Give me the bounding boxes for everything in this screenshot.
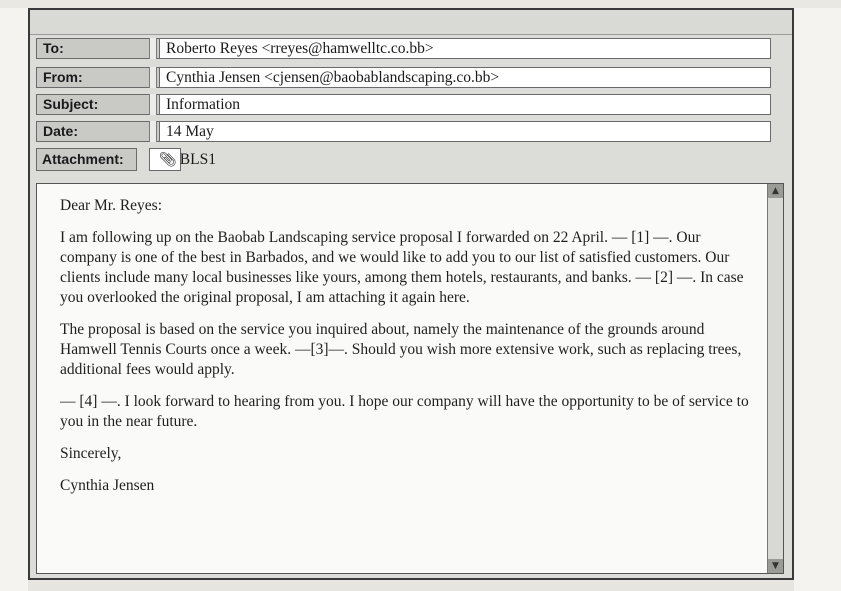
paragraph-1: I am following up on the Baobab Landscaping service proposal I forwarded on 22 April. — [1] —. Our company is one of the best in Barbados, and we would like to add you to our list of satisfied customers. Our clients include many local businesses like yours, among them hotels, restaurants, and banks. — [2] —. In case you overlooked the original proposal, I am attaching it again here. <box>60 229 744 306</box>
to-row <box>36 38 776 59</box>
window-title-bar <box>30 10 792 35</box>
from-row <box>36 67 776 88</box>
from-label: From: <box>36 67 166 88</box>
date-label: Date: <box>36 121 166 142</box>
attachment-row <box>36 148 236 171</box>
date-separator <box>149 121 157 142</box>
scroll-down-icon[interactable]: ▼ <box>768 559 783 573</box>
closing: Sincerely, <box>60 445 122 462</box>
attachment-file[interactable] <box>159 148 216 171</box>
paragraph-2: The proposal is based on the service you inquired about, namely the maintenance of the grounds around Hamwell Tennis Courts once a week. —[3]—. Should you wish more extensive work, such as replacing trees, additional fees would apply. <box>60 321 742 378</box>
message-body[interactable] <box>36 183 784 574</box>
scroll-up-icon[interactable]: ▲ <box>768 184 783 198</box>
subject-label: Subject: <box>36 94 166 115</box>
paperclip-icon: 📎︎ <box>159 152 177 168</box>
greeting: Dear Mr. Reyes: <box>60 197 163 214</box>
attachment-filename: BLS1 <box>179 151 216 168</box>
date-field[interactable]: 14 May <box>159 121 771 142</box>
subject-field[interactable]: Information <box>159 94 771 115</box>
vertical-scrollbar[interactable] <box>767 184 783 573</box>
subject-row <box>36 94 776 115</box>
date-row <box>36 121 776 142</box>
page-top-strip <box>0 0 841 8</box>
subject-separator <box>149 94 157 115</box>
from-separator <box>149 67 157 88</box>
attachment-label: Attachment: <box>36 148 137 171</box>
email-window <box>28 8 794 580</box>
from-field[interactable]: Cynthia Jensen <cjensen@baobablandscaping.co.bb> <box>159 67 771 88</box>
to-separator <box>149 38 157 59</box>
to-label: To: <box>36 38 166 59</box>
message-text <box>60 196 750 508</box>
signature: Cynthia Jensen <box>60 477 155 494</box>
paragraph-3: — [4] —. I look forward to hearing from you. I hope our company will have the opportunity to be of service to you in the near future. <box>60 393 749 430</box>
page-bottom-strip <box>28 580 794 591</box>
to-field[interactable]: Roberto Reyes <rreyes@hamwelltc.co.bb> <box>159 38 771 59</box>
